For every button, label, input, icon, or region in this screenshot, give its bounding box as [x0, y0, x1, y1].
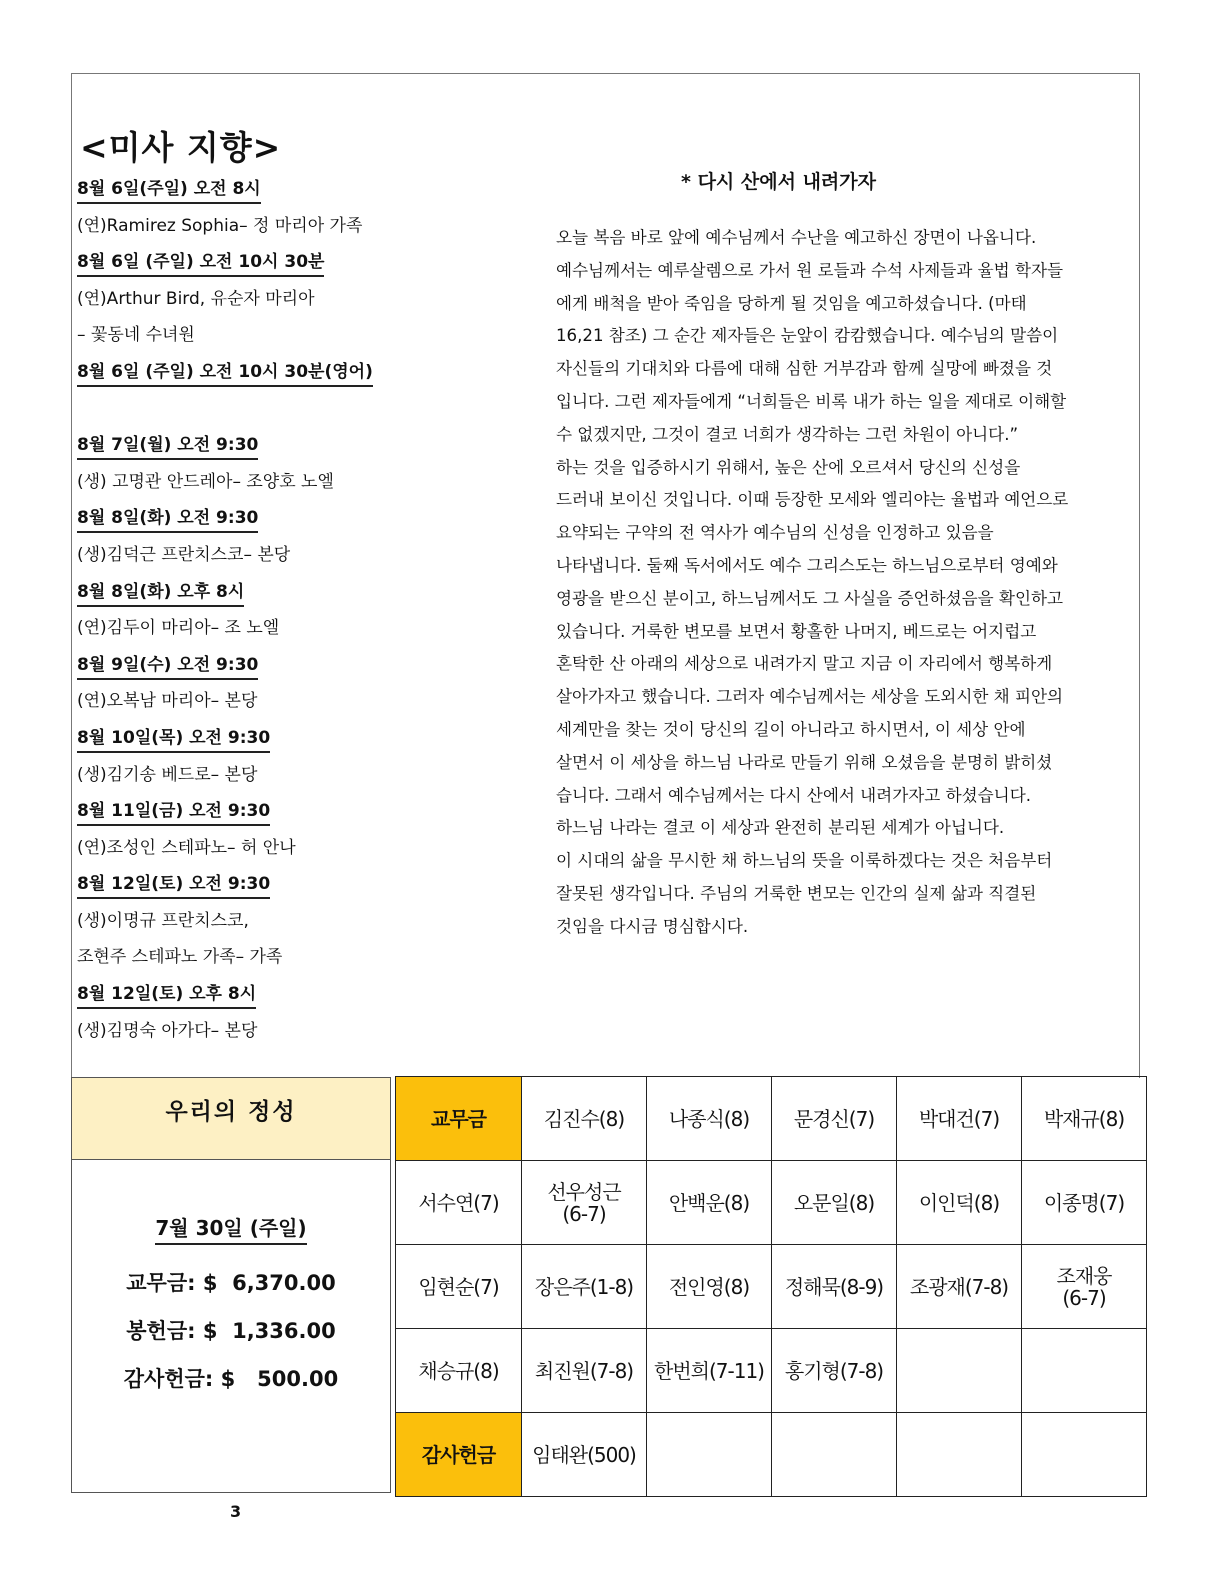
donor-cell: 이종명(7) — [1022, 1161, 1147, 1245]
intention-date: 8월 12일(토) 오후 8시 — [77, 979, 477, 1016]
donor-category-cell: 감사헌금 — [396, 1413, 522, 1497]
reflection-line: 오늘 복음 바로 앞에 예수님께서 수난을 예고하신 장면이 나옵니다. — [556, 228, 1037, 247]
intention-entry: – 꽃동네 수녀원 — [77, 325, 195, 346]
intention-entry: (연)김두이 마리아– 조 노엘 — [77, 618, 280, 639]
reflection-line: 드러내 보이신 것입니다. 이때 등장한 모세와 엘리야는 율법과 예언으로 — [556, 490, 1069, 510]
reflection-line: 혼탁한 산 아래의 세상으로 내려가지 말고 지금 이 자리에서 행복하게 — [556, 654, 1053, 674]
reflection-line: 것임을 다시금 명심합시다. — [556, 916, 749, 936]
reflection-line: 자신들의 기대치와 다름에 대해 심한 거부감과 함께 실망에 빠졌을 것 — [556, 359, 1053, 379]
donor-cell: 이인덕(8) — [897, 1161, 1022, 1245]
intention-entry: 조현주 스테파노 가족– 가족 — [77, 947, 283, 968]
donor-cell: 박재규(8) — [1022, 1077, 1147, 1161]
intention-entry: (생)이명규 프란치스코, — [77, 910, 249, 931]
donor-cell: 임태완(500) — [522, 1413, 647, 1497]
intention-entry — [77, 394, 477, 431]
donor-cell: 채승규(8) — [396, 1329, 522, 1413]
intention-date: 8월 11일(금) 오전 9:30 — [77, 796, 477, 833]
intention-entry: (연)Arthur Bird, 유순자 마리아 — [77, 288, 315, 309]
offering-date: 7월 30일 (주일) — [72, 1212, 390, 1241]
page-number: 3 — [230, 1502, 242, 1521]
reflection-line: 잘못된 생각입니다. 주님의 거룩한 변모는 인간의 실제 삶과 직결된 — [556, 883, 1037, 903]
intention-date: 8월 10일(목) 오전 9:30 — [77, 723, 477, 760]
donor-cell — [897, 1329, 1022, 1413]
intention-date: 8월 7일(월) 오전 9:30 — [77, 430, 477, 467]
page-title: <미사 지향> — [80, 128, 282, 167]
donor-cell: 선우성근 (6-7) — [522, 1161, 647, 1245]
reflection-line: 수 없겠지만, 그것이 결코 너희가 생각하는 그런 차원이 아니다.” — [556, 424, 1019, 444]
offering-amount-bonheongum: 봉헌금: $ 1,336.00 — [126, 1319, 336, 1343]
donor-cell: 오문일(8) — [772, 1161, 897, 1245]
reflection-line: 입니다. 그런 제자들에게 “너희들은 비록 내가 하는 일을 제대로 이해할 — [556, 391, 1067, 411]
donor-cell — [897, 1413, 1022, 1497]
donor-row — [396, 1077, 1147, 1161]
donor-table — [395, 1076, 1147, 1497]
donor-cell — [1022, 1329, 1147, 1413]
reflection-line: 에게 배척을 받아 죽임을 당하게 될 것임을 예고하셨습니다. (마태 — [556, 293, 1027, 313]
reflection-line: 16,21 참조) 그 순간 제자들은 눈앞이 캄캄했습니다. 예수님의 말씀이 — [556, 326, 1059, 346]
intention-date: 8월 9일(수) 오전 9:30 — [77, 650, 477, 687]
donor-cell: 전인영(8) — [647, 1245, 772, 1329]
donor-cell: 홍기형(7-8) — [772, 1329, 897, 1413]
donor-cell: 김진수(8) — [522, 1077, 647, 1161]
reflection-line: 영광을 받으신 분이고, 하느님께서도 그 사실을 증언하셨음을 확인하고 — [556, 588, 1064, 608]
donor-cell: 정해묵(8-9) — [772, 1245, 897, 1329]
reflection-line: 살아가자고 했습니다. 그러자 예수님께서는 세상을 도외시한 채 피안의 — [556, 687, 1064, 707]
reflection-section — [556, 168, 1131, 946]
reflection-line: 하는 것을 입증하시기 위해서, 높은 산에 오르셔서 당신의 신성을 — [556, 457, 1021, 477]
donor-cell: 장은주(1-8) — [522, 1245, 647, 1329]
reflection-heading: * 다시 산에서 내려가자 — [681, 171, 876, 193]
reflection-line: 세계만을 찾는 것이 당신의 길이 아니라고 하시면서, 이 세상 안에 — [556, 719, 1026, 739]
reflection-body — [556, 224, 1131, 946]
intention-date: 8월 6일 (주일) 오전 10시 30분(영어) — [77, 357, 477, 394]
donor-cell: 안백운(8) — [647, 1161, 772, 1245]
intention-date: 8월 12일(토) 오전 9:30 — [77, 869, 477, 906]
donor-row — [396, 1329, 1147, 1413]
offering-amount-kyomugum: 교무금: $ 6,370.00 — [126, 1271, 336, 1295]
donor-cell: 나종식(8) — [647, 1077, 772, 1161]
donor-category-cell: 교무금 — [396, 1077, 522, 1161]
mass-intentions-list — [77, 174, 477, 1052]
reflection-line: 요약되는 구약의 전 역사가 예수님의 신성을 인정하고 있음을 — [556, 523, 994, 543]
donor-cell: 한번희(7-11) — [647, 1329, 772, 1413]
donor-row — [396, 1245, 1147, 1329]
intention-date: 8월 8일(화) 오후 8시 — [77, 577, 477, 614]
reflection-line: 예수님께서는 예루살렘으로 가서 원 로들과 수석 사제들과 율법 학자들 — [556, 260, 1064, 280]
reflection-line: 살면서 이 세상을 하느님 나라로 만들기 위해 오셨음을 분명히 밝히셨 — [556, 752, 1053, 772]
donor-cell: 임현순(7) — [396, 1245, 522, 1329]
donor-row — [396, 1161, 1147, 1245]
intention-entry: (연)오복남 마리아– 본당 — [77, 691, 258, 712]
intention-date: 8월 6일(주일) 오전 8시 — [77, 174, 477, 211]
intention-date: 8월 8일(화) 오전 9:30 — [77, 503, 477, 540]
donor-cell: 최진원(7-8) — [522, 1329, 647, 1413]
donor-row — [396, 1413, 1147, 1497]
donor-cell — [1022, 1413, 1147, 1497]
donor-cell — [772, 1413, 897, 1497]
intention-entry: (생)김덕근 프란치스코– 본당 — [77, 544, 291, 565]
reflection-line: 습니다. 그래서 예수님께서는 다시 산에서 내려가자고 하셨습니다. — [556, 785, 1031, 805]
reflection-line: 하느님 나라는 결코 이 세상과 완전히 분리된 세계가 아닙니다. — [556, 818, 1005, 838]
intention-entry: (연)Ramirez Sophia– 정 마리아 가족 — [77, 215, 363, 236]
donor-cell: 문경신(7) — [772, 1077, 897, 1161]
reflection-line: 이 시대의 삶을 무시한 채 하느님의 뜻을 이룩하겠다는 것은 처음부터 — [556, 851, 1053, 871]
intention-date: 8월 6일 (주일) 오전 10시 30분 — [77, 247, 477, 284]
intention-entry: (생) 고명관 안드레아– 조양호 노엘 — [77, 471, 334, 492]
intention-entry: (연)조성인 스테파노– 허 안나 — [77, 837, 296, 858]
donor-cell: 박대건(7) — [897, 1077, 1022, 1161]
donor-cell: 서수연(7) — [396, 1161, 522, 1245]
offering-box — [71, 1077, 391, 1493]
intention-entry: (생)김기송 베드로– 본당 — [77, 764, 258, 785]
reflection-line: 나타냅니다. 둘째 독서에서도 예수 그리스도는 하느님으로부터 영예와 — [556, 555, 1058, 575]
offering-heading: 우리의 정성 — [72, 1078, 390, 1160]
donor-cell: 조광재(7-8) — [897, 1245, 1022, 1329]
intention-entry: (생)김명숙 아가다– 본당 — [77, 1020, 258, 1041]
donor-cell — [647, 1413, 772, 1497]
offering-amount-gamsaheongum: 감사헌금: $ 500.00 — [123, 1367, 339, 1391]
donor-cell: 조재웅 (6-7) — [1022, 1245, 1147, 1329]
reflection-line: 있습니다. 거룩한 변모를 보면서 황홀한 나머지, 베드로는 어지럽고 — [556, 621, 1037, 641]
